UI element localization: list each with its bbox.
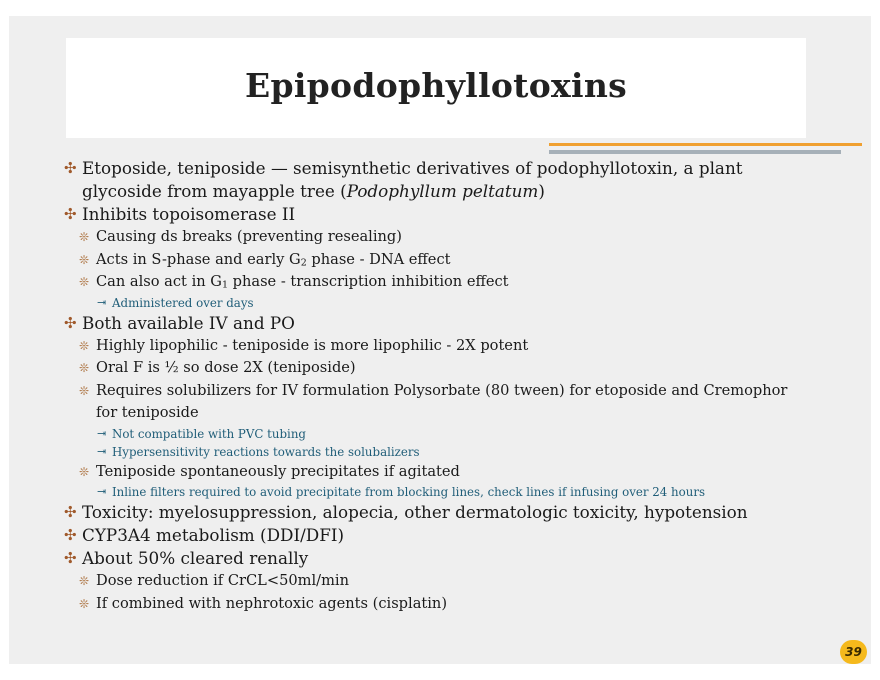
- arrow-bullet-icon: ⇥: [97, 295, 107, 309]
- bullet-renal: ✣ About 50% cleared renally: [64, 548, 309, 568]
- sub-bullet-icon: ❊: [79, 275, 90, 289]
- sub-bullet-icon: ❊: [79, 230, 90, 244]
- sub-bullet-icon: ❊: [79, 596, 90, 611]
- accent-bar-gray: [549, 150, 841, 154]
- sub-bullet: ❊ Causing ds breaks (preventing resealing): [64, 226, 809, 249]
- title-box: [66, 38, 806, 138]
- bullet-list: [64, 157, 809, 615]
- sub-bullet-icon: ❊: [79, 252, 90, 267]
- slide-title: Epipodophyllotoxins: [245, 66, 627, 105]
- bullet-icon: ✣: [64, 549, 77, 567]
- sub-bullet-icon: ❊: [79, 464, 90, 479]
- sub-sub-bullet: ⇥ Not compatible with PVC tubing: [97, 426, 306, 441]
- arrow-bullet-icon: ⇥: [97, 485, 107, 498]
- sub-bullet: ❊ Highly lipophilic - teniposide is more lipophilic - 2X potent: [64, 335, 809, 358]
- bullet-topoisomerase: ✣ Inhibits topoisomerase II: [64, 204, 296, 224]
- sub-bullet: ❊ If combined with nephrotoxic agents (cisplatin): [64, 593, 809, 616]
- bullet-toxicity: ✣ Toxicity: myelosuppression, alopecia, other dermatologic toxicity, hypotension: [64, 502, 748, 522]
- sub-bullet: ❊ Requires solubilizers for IV formulation Polysorbate (80 tween) for etoposide and Cremophor for teniposide: [79, 381, 788, 421]
- arrow-bullet-icon: ⇥: [97, 426, 107, 440]
- bullet-metabolism: ✣ CYP3A4 metabolism (DDI/DFI): [64, 525, 345, 545]
- bullet-etoposide: ✣ Etoposide, teniposide — semisynthetic derivatives of podophyllotoxin, a plant glycoside from mayapple tree (Podophyllum peltatum): [64, 158, 743, 201]
- sub-sub-bullet: ⇥ Inline filters required to avoid precipitate from blocking lines, check lines if infusing over 24 hours: [97, 485, 706, 499]
- sub-bullet: ❊ Oral F is ½ so dose 2X (teniposide): [64, 357, 809, 380]
- accent-bar-orange: [549, 143, 862, 146]
- sub-sub-bullet: ⇥ Hypersensitivity reactions towards the solubalizers: [97, 444, 420, 459]
- sub-bullet: ❊ Acts in S-phase and early $G_2$ phase - DNA effect: [64, 249, 809, 272]
- bullet-icon: ✣: [64, 526, 77, 544]
- sub-bullet: ❊ Dose reduction if CrCL<50ml/min: [64, 570, 809, 593]
- bullet-icon: ✣: [64, 313, 77, 332]
- page-number-badge: 39: [840, 640, 867, 664]
- sub-bullet-icon: ❊: [79, 361, 90, 375]
- sub-bullet: ❊ Teniposide spontaneously precipitates if agitated: [64, 461, 809, 484]
- sub-bullet-icon: ❊: [79, 574, 90, 588]
- bullet-icon: ✣: [64, 159, 77, 177]
- bullet-icon: ✣: [64, 205, 77, 223]
- sub-bullet-icon: ❊: [79, 383, 90, 398]
- bullet-availability: ✣ Both available IV and PO: [64, 312, 295, 333]
- bullet-icon: ✣: [64, 503, 77, 521]
- sub-bullet-icon: ❊: [79, 338, 90, 353]
- sub-bullet: ❊ Can also act in $G_1$ phase - transcription inhibition effect: [64, 271, 809, 294]
- sub-sub-bullet: ⇥ Administered over days: [97, 295, 254, 310]
- arrow-bullet-icon: ⇥: [97, 444, 107, 458]
